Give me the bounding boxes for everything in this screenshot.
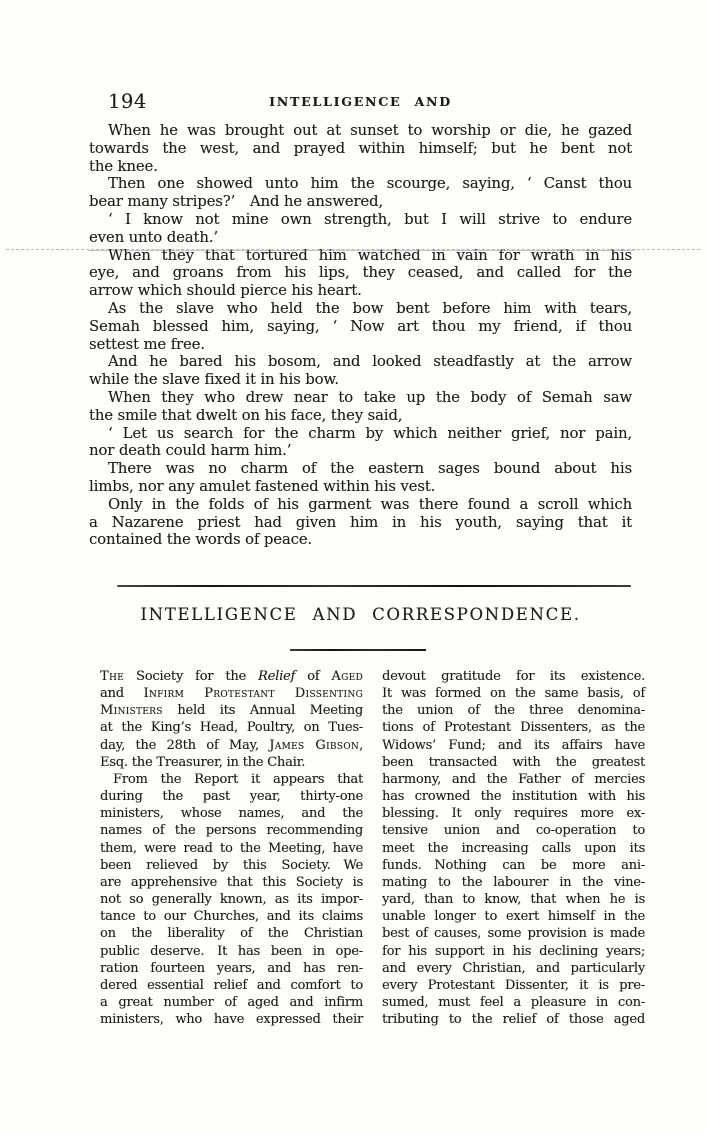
text-line — [382, 943, 645, 960]
text-segment: tance to our Churches, and its claims — [100, 909, 363, 925]
text-segment: Esq. the Treasurer, in the Chair. — [100, 754, 306, 770]
text-segment: the smile that dwelt on his face, they said, — [89, 406, 403, 424]
text-line — [100, 874, 363, 891]
text-line — [100, 754, 363, 771]
text-line — [89, 122, 632, 140]
text-segment: bear many stripes?’ And he answered, — [89, 193, 384, 211]
text-segment: are apprehensive that this Society is — [100, 874, 363, 890]
text-line — [89, 211, 632, 229]
text-segment: Then one showed unto him the scourge, saying, ‘ Canst thou — [108, 175, 632, 193]
text-line — [382, 719, 645, 736]
text-line — [89, 442, 632, 460]
text-segment: Semah blessed him, saying, ‘ Now art thou my friend, if thou — [89, 317, 632, 335]
text-line — [100, 840, 363, 857]
text-line — [382, 1011, 645, 1028]
text-line — [382, 891, 645, 908]
text-line — [382, 788, 645, 805]
text-line — [89, 496, 632, 514]
text-line — [100, 719, 363, 736]
text-segment: not so generally known, as its impor- — [100, 892, 363, 908]
text-segment: Infirm Protestant Dissenting — [143, 686, 363, 702]
text-line — [89, 140, 632, 158]
text-line — [89, 264, 632, 282]
text-line — [89, 389, 632, 407]
text-segment: ‘ I know not mine own strength, but I will strive to endure — [108, 210, 632, 228]
text-line — [100, 908, 363, 925]
text-segment: blessing. It only requires more ex- — [382, 806, 645, 822]
text-segment: As the slave who held the bow bent before him with tears, — [108, 299, 632, 317]
text-segment: arrow which should pierce his heart. — [89, 282, 362, 300]
text-line — [382, 960, 645, 977]
text-line — [382, 754, 645, 771]
text-segment: been relieved by this Society. We — [100, 857, 363, 873]
text-segment: ministers, whose names, and the — [100, 806, 363, 822]
text-segment: James Gibson — [269, 737, 360, 753]
text-line — [89, 371, 632, 389]
text-line — [100, 805, 363, 822]
text-line — [89, 478, 632, 496]
text-segment: yard, than to know, that when he is — [382, 892, 645, 908]
text-segment: a Nazarene priest had given him in his youth, saying that it — [89, 513, 632, 531]
text-line — [89, 460, 632, 478]
text-segment: From the Report it appears that — [113, 771, 363, 787]
text-segment: ration fourteen years, and has ren- — [100, 960, 363, 976]
text-segment: eye, and groans from his lips, they ceased, and called for the — [89, 264, 632, 282]
text-segment: every Protestant Dissenter, it is pre- — [382, 977, 645, 993]
text-segment: unable longer to exert himself in the — [382, 909, 645, 925]
text-segment: funds. Nothing can be more ani- — [382, 857, 645, 873]
text-line — [100, 685, 363, 702]
text-segment: When he was brought out at sunset to worship or die, he gazed — [108, 122, 632, 139]
text-line — [382, 994, 645, 1011]
text-segment: nor death could harm him.’ — [89, 442, 292, 460]
text-segment: held its Annual Meeting — [162, 703, 363, 719]
text-segment: sumed, must feel a pleasure in con- — [382, 994, 645, 1010]
text-segment: day, the 28th of May, — [100, 737, 270, 753]
text-line — [382, 822, 645, 839]
text-segment: And he bared his bosom, and looked steadfastly at the arrow — [108, 353, 632, 371]
text-segment: dered essential relief and comfort to — [100, 977, 363, 993]
text-line — [89, 300, 632, 318]
text-segment: settest me free. — [89, 335, 205, 353]
text-line — [100, 857, 363, 874]
text-line — [89, 318, 632, 336]
text-segment: ministers, who have expressed their — [100, 1012, 363, 1028]
text-line — [382, 925, 645, 942]
text-segment: It was formed on the same basis, of — [382, 686, 645, 702]
text-line — [89, 336, 632, 354]
text-segment: tions of Protestant Dissenters, as the — [382, 720, 645, 736]
article-left-column — [100, 668, 363, 1028]
scan-artifact-line-shadow — [88, 250, 636, 251]
text-line — [100, 925, 363, 942]
section-divider-rule — [117, 585, 631, 587]
text-line — [382, 857, 645, 874]
text-segment: limbs, nor any amulet fastened within his vest. — [89, 477, 436, 495]
text-line — [89, 531, 632, 549]
heading-underline-rule — [290, 649, 426, 651]
text-line — [382, 702, 645, 719]
text-segment: best of causes, some provision is made — [382, 926, 645, 942]
text-segment: There was no charm of the eastern sages bound about his — [108, 460, 632, 478]
text-segment: and — [100, 686, 144, 702]
text-segment: public deserve. It has been in ope- — [100, 943, 363, 959]
running-head-title: INTELLIGENCE AND — [269, 94, 452, 109]
text-line — [100, 771, 363, 788]
text-line — [382, 874, 645, 891]
text-line — [100, 702, 363, 719]
text-line — [100, 891, 363, 908]
text-segment: at the King’s Head, Poultry, on Tues- — [100, 720, 363, 736]
text-segment: Aged — [331, 669, 363, 684]
text-segment: Ministers — [100, 703, 163, 719]
text-line — [100, 977, 363, 994]
text-line — [382, 685, 645, 702]
text-segment: been transacted with the greatest — [382, 754, 645, 770]
text-line — [100, 943, 363, 960]
text-segment: towards the west, and prayed within himself; but he bent not — [89, 139, 632, 157]
text-segment: The — [100, 669, 124, 684]
text-line — [382, 771, 645, 788]
text-segment: Society for the — [124, 669, 259, 684]
text-line — [100, 822, 363, 839]
text-segment: them, were read to the Meeting, have — [100, 840, 363, 856]
text-line — [89, 193, 632, 211]
text-segment: , — [359, 737, 363, 753]
narrative-text-block — [89, 122, 632, 549]
text-line — [382, 908, 645, 925]
text-segment: ‘ Let us search for the charm by which neither grief, nor pain, — [108, 424, 632, 442]
text-segment: while the slave fixed it in his bow. — [89, 371, 339, 389]
text-line — [89, 282, 632, 300]
text-line — [89, 407, 632, 425]
text-segment: the union of the three denomina- — [382, 703, 645, 719]
text-line — [382, 668, 645, 685]
text-line — [89, 425, 632, 443]
article-right-column — [382, 668, 645, 1028]
text-segment: When they who drew near to take up the body of Semah saw — [108, 388, 632, 406]
text-segment: on the liberality of the Christian — [100, 926, 363, 942]
text-segment: has crowned the institution with his — [382, 789, 645, 805]
text-segment: for his support in his declining years; — [382, 943, 645, 959]
text-segment: Widows’ Fund; and its affairs have — [382, 737, 645, 753]
text-segment: Only in the folds of his garment was there found a scroll which — [108, 495, 632, 513]
text-line — [100, 1011, 363, 1028]
text-line — [382, 977, 645, 994]
text-line — [382, 805, 645, 822]
text-segment: during the past year, thirty-one — [100, 789, 363, 805]
text-line — [89, 158, 632, 176]
text-line — [382, 840, 645, 857]
text-line — [382, 737, 645, 754]
text-segment: even unto death.’ — [89, 228, 218, 246]
text-segment: Relief — [258, 669, 296, 684]
text-segment: of — [295, 669, 332, 684]
text-segment: tributing to the relief of those aged — [382, 1012, 645, 1028]
text-segment: and every Christian, and particularly — [382, 960, 645, 976]
article-columns — [100, 668, 646, 1028]
text-line — [100, 994, 363, 1011]
page-number: 194 — [108, 90, 147, 113]
text-segment: the knee. — [89, 157, 158, 175]
text-segment: devout gratitude for its existence. — [382, 669, 645, 684]
running-header — [89, 90, 632, 116]
text-segment: names of the persons recommending — [100, 823, 363, 839]
text-line — [89, 175, 632, 193]
text-segment: harmony, and the Father of mercies — [382, 771, 645, 787]
text-line — [89, 229, 632, 247]
text-segment: tensive union and co-operation to — [382, 823, 645, 839]
text-line — [100, 737, 363, 754]
text-line — [89, 514, 632, 532]
text-segment: When they that tortured him watched in vain for wrath in his — [108, 246, 632, 264]
text-line — [100, 788, 363, 805]
text-line — [89, 353, 632, 371]
text-segment: mating to the labourer in the vine- — [382, 874, 645, 890]
section-heading: INTELLIGENCE AND CORRESPONDENCE. — [140, 605, 581, 624]
text-segment: meet the increasing calls upon its — [382, 840, 645, 856]
text-segment: a great number of aged and infirm — [100, 994, 363, 1010]
text-segment: contained the words of peace. — [89, 531, 313, 549]
text-line — [100, 960, 363, 977]
text-line — [100, 668, 363, 685]
